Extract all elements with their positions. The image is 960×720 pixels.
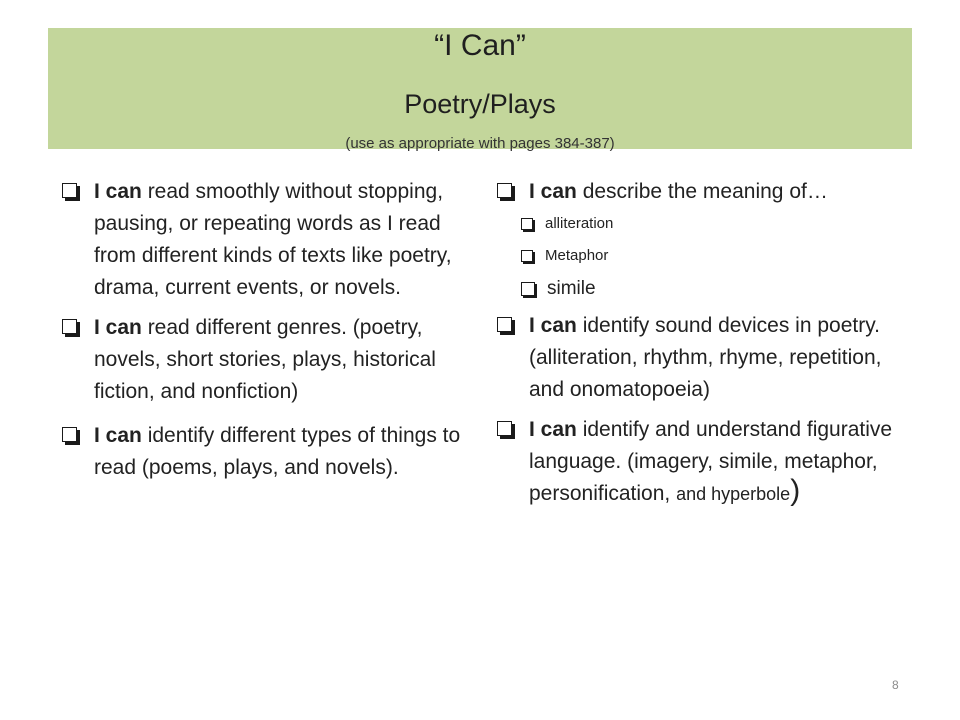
list-item bbox=[62, 420, 462, 484]
sub-list-item bbox=[521, 212, 917, 236]
checkbox-bullet-icon bbox=[62, 319, 77, 334]
item-lead: I can bbox=[94, 316, 142, 339]
slide-title: “I Can” bbox=[434, 29, 526, 62]
checkbox-bullet-icon bbox=[497, 421, 512, 436]
item-text: read smoothly without stopping, pausing, or repeating words as I read from different kinds of texts like poetry, drama, current events, or novels. bbox=[94, 180, 452, 299]
item-lead: I can bbox=[94, 424, 142, 447]
item-lead: I can bbox=[529, 314, 577, 337]
checkbox-bullet-icon bbox=[521, 250, 533, 262]
list-item bbox=[62, 176, 462, 304]
slide-subtitle: Poetry/Plays bbox=[404, 89, 556, 119]
item-lead: I can bbox=[529, 180, 577, 203]
list-item bbox=[62, 312, 462, 408]
right-column bbox=[497, 176, 917, 516]
left-column bbox=[62, 176, 462, 490]
item-text: alliteration bbox=[545, 215, 614, 232]
list-item bbox=[497, 310, 917, 406]
sub-list-item bbox=[521, 276, 917, 302]
checkbox-bullet-icon bbox=[62, 427, 77, 442]
checkbox-bullet-icon bbox=[497, 183, 512, 198]
item-text: identify sound devices in poetry. (alliteration, rhythm, rhyme, repetition, and onomatopoeia) bbox=[529, 314, 882, 401]
item-text: describe the meaning of… bbox=[576, 180, 828, 203]
checkbox-bullet-icon bbox=[62, 183, 77, 198]
item-text: simile bbox=[547, 278, 596, 299]
title-band bbox=[48, 28, 912, 152]
checkbox-bullet-icon bbox=[497, 317, 512, 332]
item-text-tail: and hyperbole bbox=[676, 484, 791, 504]
item-text: Metaphor bbox=[545, 247, 609, 264]
list-item bbox=[497, 414, 917, 510]
sub-list-item bbox=[521, 244, 917, 268]
list-item bbox=[497, 176, 917, 208]
item-lead: I can bbox=[94, 180, 142, 203]
closing-paren: ) bbox=[790, 474, 801, 507]
page-number: 8 bbox=[892, 678, 899, 692]
item-lead: I can bbox=[529, 418, 577, 441]
item-text: read different genres. (poetry, novels, short stories, plays, historical fiction, and nonfiction) bbox=[94, 316, 436, 403]
item-text: identify and understand figurative language. (imagery, simile, metaphor, personification, bbox=[529, 418, 893, 505]
slide-note: (use as appropriate with pages 384-387) bbox=[345, 135, 615, 152]
checkbox-bullet-icon bbox=[521, 218, 533, 230]
checkbox-bullet-icon bbox=[521, 282, 535, 296]
item-text: identify different types of things to read (poems, plays, and novels). bbox=[94, 424, 461, 479]
